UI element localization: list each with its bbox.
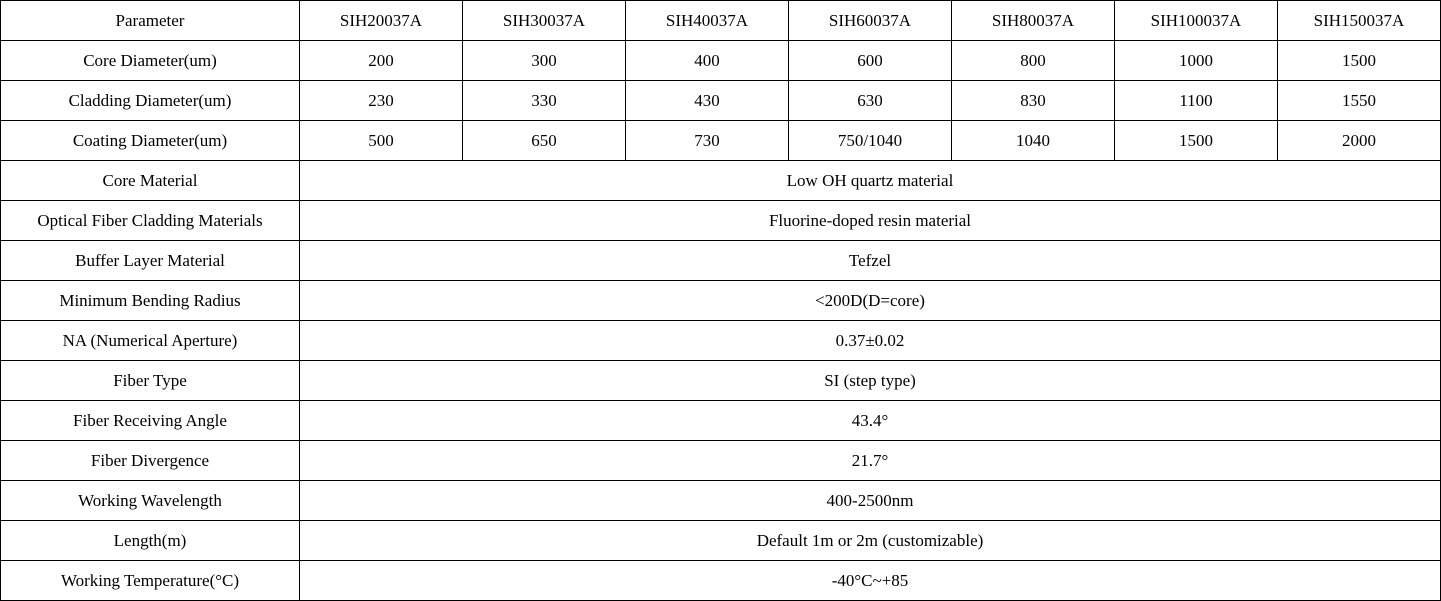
shared-value-cell: 21.7° <box>300 441 1441 481</box>
value-cell: 630 <box>789 81 952 121</box>
shared-value-cell: Tefzel <box>300 241 1441 281</box>
value-cell: 400 <box>626 41 789 81</box>
value-cell: 750/1040 <box>789 121 952 161</box>
value-cell: 650 <box>463 121 626 161</box>
parameter-label-cell: Coating Diameter(um) <box>1 121 300 161</box>
value-cell: 2000 <box>1278 121 1441 161</box>
table-row <box>1 361 1441 401</box>
model-header-cell: SIH80037A <box>952 1 1115 41</box>
value-cell: 500 <box>300 121 463 161</box>
model-header-cell: SIH40037A <box>626 1 789 41</box>
parameter-label-cell: Buffer Layer Material <box>1 241 300 281</box>
value-cell: 230 <box>300 81 463 121</box>
header-row <box>1 1 1441 41</box>
model-header-cell: SIH20037A <box>300 1 463 41</box>
table-row <box>1 161 1441 201</box>
shared-value-cell: 400-2500nm <box>300 481 1441 521</box>
shared-value-cell: Fluorine-doped resin material <box>300 201 1441 241</box>
table-row <box>1 281 1441 321</box>
table-row <box>1 521 1441 561</box>
table-row <box>1 321 1441 361</box>
parameter-label-cell: Fiber Type <box>1 361 300 401</box>
parameter-label-cell: Optical Fiber Cladding Materials <box>1 201 300 241</box>
shared-value-cell: SI (step type) <box>300 361 1441 401</box>
value-cell: 200 <box>300 41 463 81</box>
model-header-cell: SIH60037A <box>789 1 952 41</box>
value-cell: 1000 <box>1115 41 1278 81</box>
table-row <box>1 401 1441 441</box>
shared-value-cell: Default 1m or 2m (customizable) <box>300 521 1441 561</box>
shared-value-cell: Low OH quartz material <box>300 161 1441 201</box>
value-cell: 600 <box>789 41 952 81</box>
parameter-header-cell: Parameter <box>1 1 300 41</box>
shared-value-cell: <200D(D=core) <box>300 281 1441 321</box>
table-row <box>1 41 1441 81</box>
value-cell: 1040 <box>952 121 1115 161</box>
parameter-label-cell: Working Wavelength <box>1 481 300 521</box>
table-row <box>1 81 1441 121</box>
model-header-cell: SIH30037A <box>463 1 626 41</box>
value-cell: 730 <box>626 121 789 161</box>
shared-value-cell: 0.37±0.02 <box>300 321 1441 361</box>
value-cell: 430 <box>626 81 789 121</box>
shared-value-cell: 43.4° <box>300 401 1441 441</box>
model-header-cell: SIH150037A <box>1278 1 1441 41</box>
parameter-label-cell: Fiber Receiving Angle <box>1 401 300 441</box>
model-header-cell: SIH100037A <box>1115 1 1278 41</box>
table-row <box>1 121 1441 161</box>
parameter-label-cell: Cladding Diameter(um) <box>1 81 300 121</box>
value-cell: 1100 <box>1115 81 1278 121</box>
parameter-label-cell: Working Temperature(°C) <box>1 561 300 601</box>
parameter-label-cell: NA (Numerical Aperture) <box>1 321 300 361</box>
parameter-label-cell: Core Material <box>1 161 300 201</box>
parameter-label-cell: Core Diameter(um) <box>1 41 300 81</box>
value-cell: 830 <box>952 81 1115 121</box>
table-row <box>1 441 1441 481</box>
value-cell: 330 <box>463 81 626 121</box>
parameter-label-cell: Length(m) <box>1 521 300 561</box>
value-cell: 800 <box>952 41 1115 81</box>
value-cell: 1500 <box>1115 121 1278 161</box>
table-row <box>1 201 1441 241</box>
table-row <box>1 241 1441 281</box>
parameter-label-cell: Minimum Bending Radius <box>1 281 300 321</box>
parameter-label-cell: Fiber Divergence <box>1 441 300 481</box>
table-row <box>1 561 1441 601</box>
shared-value-cell: -40°C~+85 <box>300 561 1441 601</box>
table-row <box>1 481 1441 521</box>
value-cell: 1550 <box>1278 81 1441 121</box>
value-cell: 300 <box>463 41 626 81</box>
value-cell: 1500 <box>1278 41 1441 81</box>
